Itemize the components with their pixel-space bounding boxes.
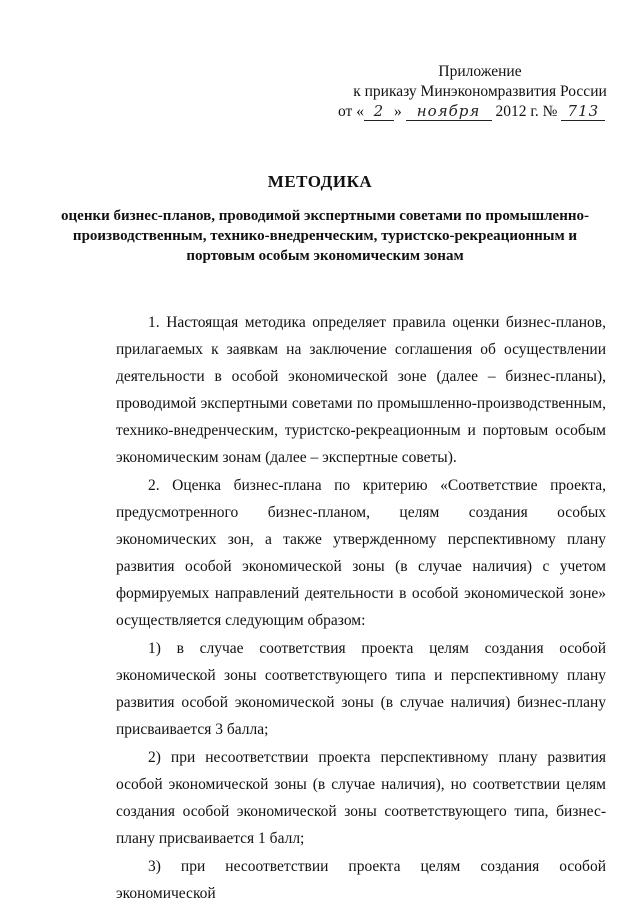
handwritten-month: ноября xyxy=(406,103,492,121)
document-subtitle: оценки бизнес-планов, проводимой экспертными советами по промышленно-производственным, технико-внедренческим, туристско-рекреационным и портовым особым экономическим зонам xyxy=(61,208,589,264)
appendix-order-reference: к приказу Минэкономразвития России xyxy=(353,83,607,100)
paragraph-2-item-2: 2) при несоответствии проекта перспективному плану развития особой экономической зоны (в случае наличия), но соответствии целям создания особой экономической зоны соответствующего типа, бизнес-плану присваивается 1 балл; xyxy=(116,749,606,847)
date-quote-close: » xyxy=(393,103,402,120)
year-and-number-label: 2012 г. № xyxy=(495,103,558,120)
date-prefix: от « xyxy=(338,103,364,120)
appendix-date-line xyxy=(330,102,630,122)
handwritten-order-number: 713 xyxy=(561,103,605,121)
paragraph-2-item-3: 3) при несоответствии проекта целям создания особой экономической xyxy=(116,858,606,902)
paragraph-2: 2. Оценка бизнес-плана по критерию «Соответствие проекта, предусмотренного бизнес-планом, целям создания особых экономических зон, а также утвержденному перспективному плану развития особой экономической зоны (в случае наличия) с учетом формируемых направлений деятельности в особой экономической зоне» осуществляется следующим образом: xyxy=(116,477,606,629)
paragraph-1: 1. Настоящая методика определяет правила оценки бизнес-планов, прилагаемых к заявкам на заключение соглашения об осуществлении деятельности в особой экономической зоне (далее – бизнес-планы), проводимой экспертными советами по промышленно-производственным, технико-внедренческим, туристско-рекреационным и портовым особым экономическим зонам (далее – экспертные советы). xyxy=(116,314,606,466)
document-title: МЕТОДИКА xyxy=(267,172,373,191)
paragraph-2-item-1: 1) в случае соответствия проекта целям создания особой экономической зоны соответствующего типа и перспективному плану развития особой экономической зоны (в случае наличия) бизнес-плану присваивается 3 балла; xyxy=(116,640,606,738)
appendix-label: Приложение xyxy=(438,63,522,80)
document-body xyxy=(116,309,606,907)
handwritten-day: 2 xyxy=(364,103,394,121)
appendix-header xyxy=(330,62,630,122)
